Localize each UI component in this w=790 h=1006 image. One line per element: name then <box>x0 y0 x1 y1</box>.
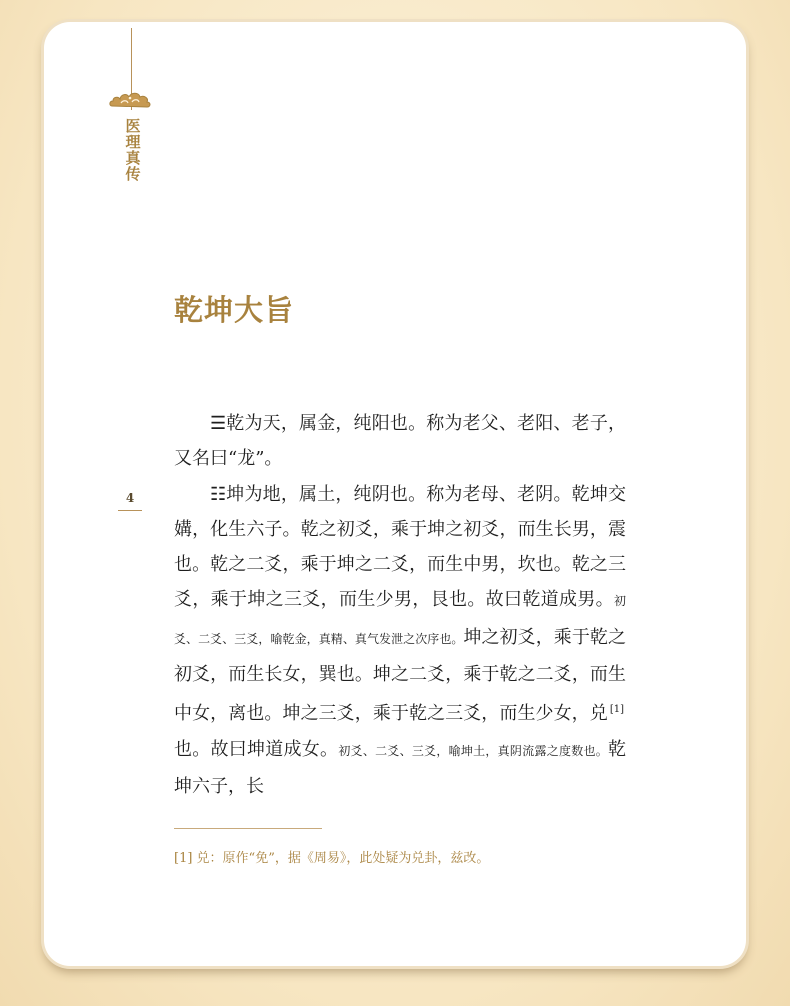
annotation-note: 初爻、二爻、三爻，喻坤土，真阴流露之度数也。 <box>338 743 608 758</box>
paragraph-text: 坤之初爻，乘于乾之初爻，而生长女，巽也。坤之二爻，乘于乾之二爻，而生中女，离也。坤之三爻，乘于乾之三爻，而生少女，兑 <box>174 626 626 725</box>
annotation-note: 初爻、二爻、三爻，喻乾金，真精、真气发泄之次序也。 <box>174 594 626 646</box>
page-number-underline <box>118 510 142 511</box>
paragraph-text: 也。故曰坤道成女。 <box>174 738 339 760</box>
footnote-reference[interactable]: [1] <box>609 704 624 716</box>
book-title-vertical: 医理真传 <box>125 117 141 183</box>
cloud-icon <box>108 88 152 110</box>
paragraph-qian: ☰乾为天，属金，纯阳也。称为老父、老阳、老子，又名曰“龙”。 <box>174 413 626 470</box>
paragraph-text: 乾坤六子，长 <box>174 738 626 797</box>
paragraph-kun <box>174 477 626 805</box>
chapter-title: 乾坤大旨 <box>174 293 295 327</box>
footnote-divider <box>174 828 322 829</box>
book-page <box>44 22 746 966</box>
body-text <box>174 406 626 804</box>
footnote: [1] 兑：原作“免”，据《周易》，此处疑为兑卦，兹改。 <box>174 851 490 866</box>
page-number: 4 <box>125 491 135 505</box>
paragraph-text: ☷坤为地，属土，纯阴也。称为老母、老阴。乾坤交媾，化生六子。乾之初爻，乘于坤之初爻，而生长男，震也。乾之二爻，乘于坤之二爻，而生中男，坎也。乾之三爻，乘于坤之三爻，而生少男，艮也。故曰乾道成男。 <box>174 483 626 611</box>
